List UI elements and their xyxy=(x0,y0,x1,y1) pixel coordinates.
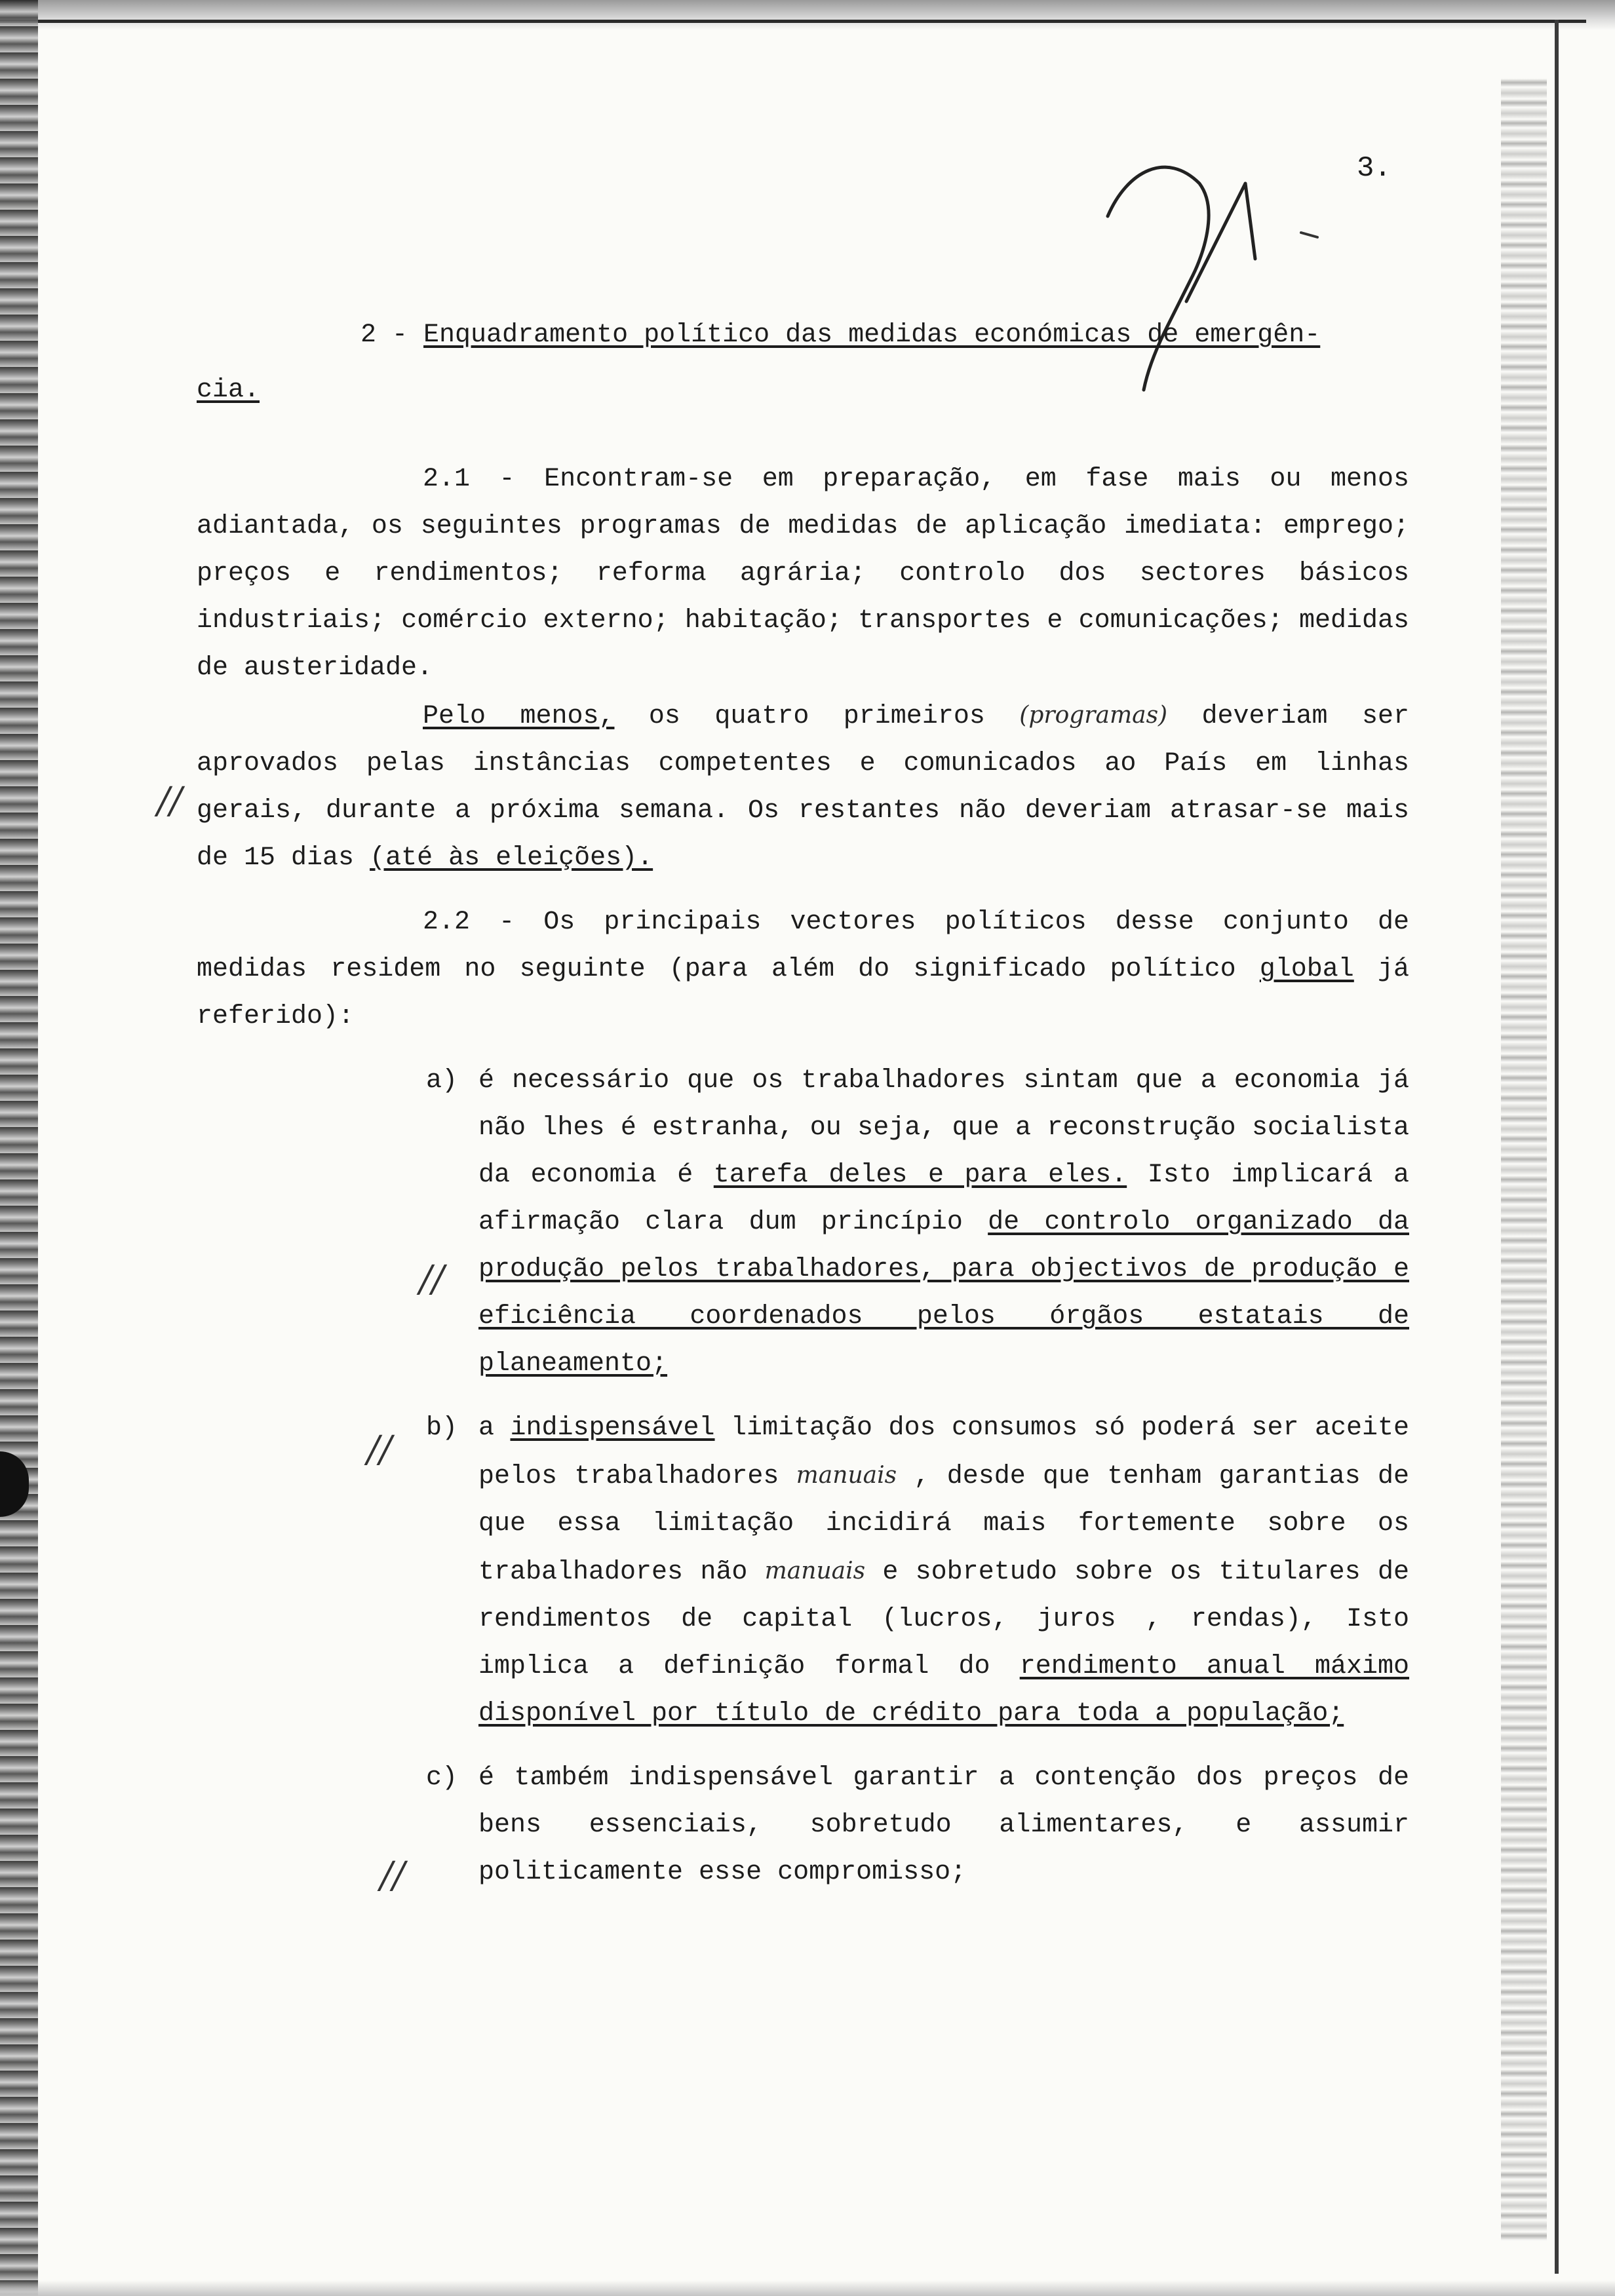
list-item-a-text2: Isto implicará a afirmação clara dum princípio xyxy=(478,1160,1409,1237)
margin-mark-1: // xyxy=(157,780,182,822)
paragraph-2-1 xyxy=(197,456,1409,692)
section-title-line1: Enquadramento político das medidas económicas de emergên- xyxy=(423,320,1321,350)
handwritten-note-manuais-1: manuais xyxy=(796,1462,897,1489)
paragraph-2-1-text: Encontram-se em preparação, em fase mais ou menos adiantada, os seguintes programas de medidas de aplicação imediata: emprego; preços e rendimentos; reforma agrária; controlo dos sectores básicos industriais; comércio externo; habitação; transportes e comunicações; medidas de austeridade. xyxy=(197,465,1409,683)
list-item-b-underline1: indispensável xyxy=(510,1413,715,1443)
document-body xyxy=(197,308,1409,1896)
list-item-b-text3: , desde que tenham garantias de que essa limitação incidirá mais fortemente sobre os trabalhadores não xyxy=(478,1462,1409,1587)
list-item-b-letter: b) xyxy=(426,1413,458,1443)
scan-edge-right xyxy=(1501,79,1547,2241)
list-item-b-text1: a xyxy=(478,1413,495,1443)
list-item-c-letter: c) xyxy=(426,1763,458,1793)
list-item-b-text2: limitação dos consumos só poderá ser aceite pelos trabalhadores xyxy=(478,1413,1409,1491)
aprovacao-text: deveriam ser aprovados pelas instâncias competentes e comunicados ao País em linhas gerais, durante a próxima semana. Os restantes não deveriam atrasar-se mais de 15 dias xyxy=(197,702,1410,873)
list-item-a-underline2: de controlo organizado da produção pelos trabalhadores, para objectivos de produção e eficiência coordenados pelos órgãos estatais de planeamento; xyxy=(478,1208,1409,1379)
scan-line-right xyxy=(1555,20,1559,2274)
paragraph-2-2-text: Os principais vectores políticos desse conjunto de medidas residem no seguinte (para além do significado político xyxy=(197,908,1409,984)
eleicoes-text: (até às eleições). xyxy=(370,843,653,873)
scan-edge-left xyxy=(0,0,38,2296)
margin-mark-2: // xyxy=(419,1258,444,1301)
list-item-b-underline2: rendimento anual máximo disponível por título de crédito para toda a população; xyxy=(478,1652,1409,1729)
margin-mark-3: // xyxy=(367,1428,392,1471)
section-number: 2 - xyxy=(360,320,408,350)
list-item-c xyxy=(426,1755,1409,1896)
list-item-a xyxy=(426,1058,1409,1388)
scan-edge-top xyxy=(0,0,1615,30)
list-item-a-underline1: tarefa deles e para eles. xyxy=(713,1160,1127,1190)
scan-line-top xyxy=(0,20,1586,23)
handwritten-note-manuais-2: manuais xyxy=(764,1558,866,1584)
list-item-a-letter: a) xyxy=(426,1066,458,1096)
page-number: 3. xyxy=(1357,152,1391,185)
pelo-menos-text: Pelo menos, xyxy=(423,702,615,731)
paragraph-2-2 xyxy=(197,899,1409,1041)
list-item-b-text4: e sobretudo sobre os titulares de rendimentos de capital (lucros, juros , rendas), Isto implica a definição formal do xyxy=(478,1558,1409,1681)
list-item-b xyxy=(426,1405,1409,1738)
paragraph-2-1-second xyxy=(197,692,1409,882)
paragraph-2-2-end: já referido): xyxy=(197,955,1409,1031)
list-item-c-text1: é também indispensável garantir a contenção dos preços de bens essenciais, sobretudo alimentares, e assumir politicamente esse compromisso; xyxy=(478,1763,1409,1887)
scan-edge-bottom xyxy=(0,2280,1615,2296)
paragraph-2-1-label: 2.1 - xyxy=(423,465,515,494)
list-item-a-text1: é necessário que os trabalhadores sintam que a economia já não lhes é estranha, ou seja, que a reconstrução socialista da economia é xyxy=(478,1066,1409,1190)
global-text: global xyxy=(1259,955,1354,984)
margin-mark-4: // xyxy=(380,1854,405,1897)
section-title-line2: cia. xyxy=(197,375,260,405)
quatro-primeiros-text: os quatro primeiros xyxy=(648,702,985,731)
handwritten-note-programas: (programas) xyxy=(1019,702,1168,729)
paragraph-2-2-label: 2.2 - xyxy=(423,908,515,937)
section-heading xyxy=(197,308,1409,418)
